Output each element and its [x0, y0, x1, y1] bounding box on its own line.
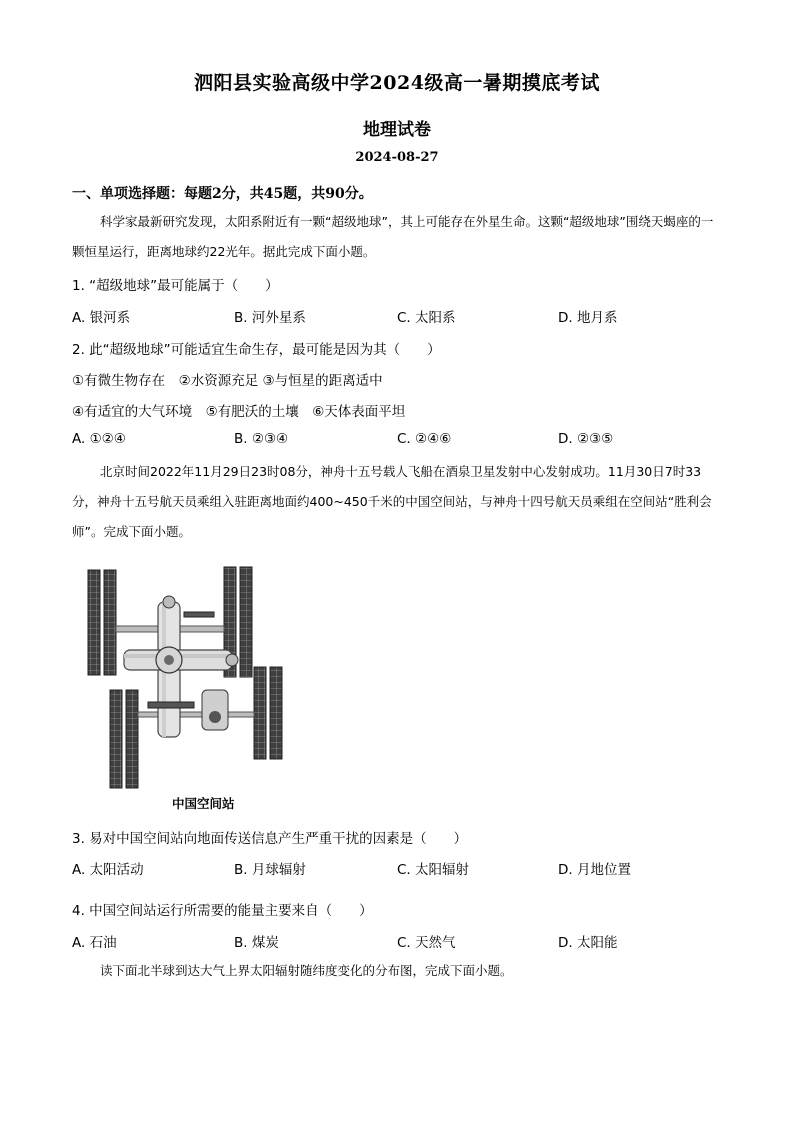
q3-option-b[interactable]: B. 月球辐射: [234, 862, 306, 878]
q4-option-d[interactable]: D. 太阳能: [558, 935, 618, 951]
q1-option-c[interactable]: C. 太阳系: [397, 310, 456, 326]
space-station-image: [84, 562, 304, 790]
question-3-stem: 3. 易对中国空间站向地面传送信息产生严重干扰的因素是（ ）: [72, 831, 468, 847]
question-3-options: [72, 858, 732, 878]
question-1-stem: 1. “超级地球”最可能属于（ ）: [72, 278, 279, 294]
exam-title: 泗阳县实验高级中学2024级高一暑期摸底考试: [194, 72, 600, 94]
q2-option-c[interactable]: C. ②④⑥: [397, 431, 452, 447]
q3-option-a[interactable]: A. 太阳活动: [72, 862, 144, 878]
question-4-stem: 4. 中国空间站运行所需要的能量主要来自（ ）: [72, 903, 373, 919]
q1-option-b[interactable]: B. 河外星系: [234, 310, 306, 326]
q3-option-d[interactable]: D. 月地位置: [558, 862, 631, 878]
passage-2: 北京时间2022年11月29日23时08分，神舟十五号载人飞船在酒泉卫星发射中心发射成功。11月30日7时33分，神舟十五号航天员乘组入驻距离地面约400~450千米的中国空间站，与神舟十四号航天员乘组在空间站“胜利会师”。完成下面小题。: [72, 464, 712, 539]
q4-option-c[interactable]: C. 天然气: [397, 935, 456, 951]
question-2-statements-1: ①有微生物存在 ②水资源充足 ③与恒星的距离适中: [72, 373, 383, 389]
q2-option-a[interactable]: A. ①②④: [72, 431, 126, 447]
q1-option-a[interactable]: A. 银河系: [72, 310, 131, 326]
exam-subtitle: 地理试卷: [363, 120, 431, 140]
q2-option-b[interactable]: B. ②③④: [234, 431, 289, 447]
q1-option-d[interactable]: D. 地月系: [558, 310, 618, 326]
q3-option-c[interactable]: C. 太阳辐射: [397, 862, 470, 878]
exam-date: 2024-08-27: [355, 150, 439, 165]
passage-1: 科学家最新研究发现，太阳系附近有一颗“超级地球”，其上可能存在外星生命。这颗“超级地球”围绕天蝎座的一颗恒星运行，距离地球约22光年。据此完成下面小题。: [72, 214, 714, 259]
passage-3: 读下面北半球到达大气上界太阳辐射随纬度变化的分布图，完成下面小题。: [100, 963, 513, 978]
question-4-options: [72, 931, 732, 951]
question-2-stem: 2. 此“超级地球”可能适宜生命生存，最可能是因为其（ ）: [72, 342, 441, 358]
question-2-options: [72, 431, 732, 451]
section-heading: 一、单项选择题：每题2分，共45题，共90分。: [72, 186, 373, 202]
question-2-statements-2: ④有适宜的大气环境 ⑤有肥沃的土壤 ⑥天体表面平坦: [72, 404, 406, 420]
question-1-options: [72, 306, 732, 326]
q2-option-d[interactable]: D. ②③⑤: [558, 431, 614, 447]
q4-option-a[interactable]: A. 石油: [72, 935, 117, 951]
q4-option-b[interactable]: B. 煤炭: [234, 935, 279, 951]
figure-caption: 中国空间站: [172, 796, 235, 811]
